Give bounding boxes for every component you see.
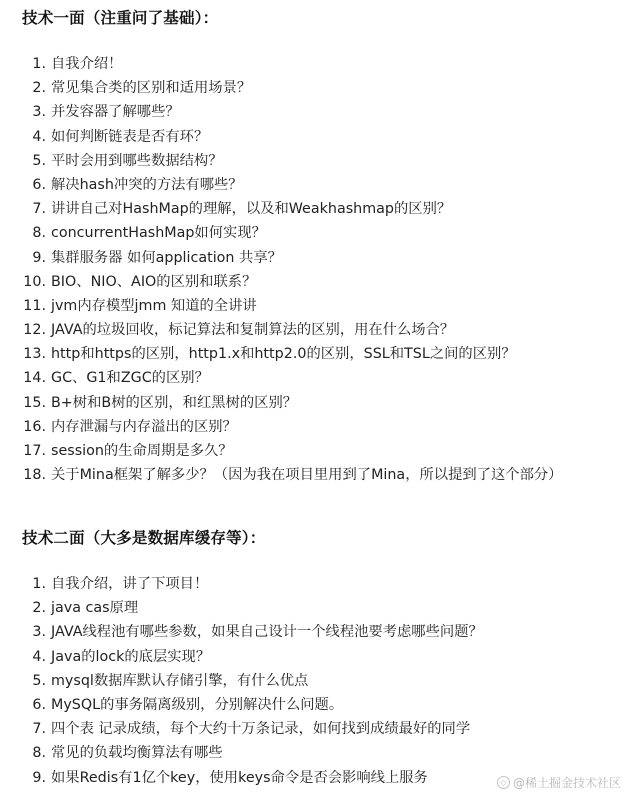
item-number: 7. bbox=[32, 721, 46, 738]
item-text: concurrentHashMap如何实现？ bbox=[51, 225, 266, 242]
item-number: 6. bbox=[32, 176, 46, 193]
item-number: 14. bbox=[23, 370, 46, 387]
item-number: 1. bbox=[32, 56, 46, 72]
item-text: mysql数据库默认存储引擎，有什么优点 bbox=[51, 672, 309, 689]
item-text: 常见集合类的区别和适用场景？ bbox=[51, 80, 252, 97]
item-text: 平时会用到哪些数据结构？ bbox=[51, 152, 223, 169]
item-text: Java的lock的底层实现？ bbox=[51, 648, 211, 665]
item-text: B+树和B树的区别，和红黑树的区别？ bbox=[51, 394, 298, 411]
item-text: 自我介绍！ bbox=[51, 56, 123, 72]
item-number: 8. bbox=[32, 225, 46, 242]
item-number: 9. bbox=[32, 769, 46, 786]
item-number: 4. bbox=[32, 128, 46, 145]
item-text: MySQL的事务隔离级别，分别解决什么问题。 bbox=[51, 696, 344, 713]
item-text: 自我介绍，讲了下项目！ bbox=[51, 576, 209, 592]
item-number: 3. bbox=[32, 104, 46, 121]
item-text: 解决hash冲突的方法有哪些？ bbox=[51, 176, 243, 193]
item-text: http和https的区别，http1.x和http2.0的区别，SSL和TSL之间的区别？ bbox=[51, 346, 516, 363]
item-text: 内存泄漏与内存溢出的区别？ bbox=[51, 418, 237, 435]
item-text: GC、G1和ZGC的区别？ bbox=[51, 370, 209, 387]
item-number: 12. bbox=[23, 322, 46, 339]
juejin-logo-icon: ◇ bbox=[497, 776, 510, 789]
item-number: 10. bbox=[23, 273, 46, 290]
watermark bbox=[497, 774, 621, 791]
item-number: 2. bbox=[32, 80, 46, 97]
item-text: 并发容器了解哪些？ bbox=[51, 104, 180, 121]
item-number: 2. bbox=[32, 600, 46, 617]
section-heading-first-interview: 技术一面（注重问了基础）： bbox=[22, 9, 219, 27]
item-text: 如何判断链表是否有环？ bbox=[51, 128, 209, 145]
item-text: 讲讲自己对HashMap的理解，以及和Weakhashmap的区别？ bbox=[51, 201, 452, 218]
section-heading-second-interview: 技术二面（大多是数据库缓存等）： bbox=[22, 529, 266, 547]
item-number: 11. bbox=[23, 297, 46, 314]
item-text: 常见的负载均衡算法有哪些 bbox=[51, 745, 223, 762]
item-number: 13. bbox=[23, 346, 46, 363]
item-text: 集群服务器 如何application 共享？ bbox=[51, 249, 282, 266]
item-text: session的生命周期是多久？ bbox=[51, 443, 233, 459]
item-number: 17. bbox=[23, 443, 46, 459]
item-number: 16. bbox=[23, 418, 46, 435]
item-text: 四个表 记录成绩，每个大约十万条记录，如何找到成绩最好的同学 bbox=[51, 721, 471, 738]
item-text: jvm内存模型jmm 知道的全讲讲 bbox=[51, 297, 257, 314]
item-number: 5. bbox=[32, 152, 46, 169]
watermark-text: @稀土掘金技术社区 bbox=[512, 776, 621, 790]
item-number: 8. bbox=[32, 745, 46, 762]
item-text: JAVA线程池有哪些参数，如果自己设计一个线程池要考虑哪些问题？ bbox=[51, 624, 483, 641]
item-text: JAVA的垃圾回收，标记算法和复制算法的区别，用在什么场合？ bbox=[51, 322, 455, 339]
item-number: 4. bbox=[32, 648, 46, 665]
item-text: java cas原理 bbox=[51, 600, 139, 617]
item-number: 5. bbox=[32, 672, 46, 689]
item-number: 6. bbox=[32, 696, 46, 713]
item-number: 15. bbox=[23, 394, 46, 411]
item-text: 如果Redis有1亿个key，使用keys命令是否会影响线上服务 bbox=[51, 769, 428, 786]
item-number: 18. bbox=[23, 467, 46, 484]
item-text: 关于Mina框架了解多少？（因为我在项目里用到了Mina，所以提到了这个部分） bbox=[51, 467, 563, 484]
item-number: 1. bbox=[32, 576, 46, 592]
item-number: 7. bbox=[32, 201, 46, 218]
item-text: BIO、NIO、AIO的区别和联系？ bbox=[51, 273, 257, 290]
item-number: 3. bbox=[32, 624, 46, 641]
item-number: 9. bbox=[32, 249, 46, 266]
